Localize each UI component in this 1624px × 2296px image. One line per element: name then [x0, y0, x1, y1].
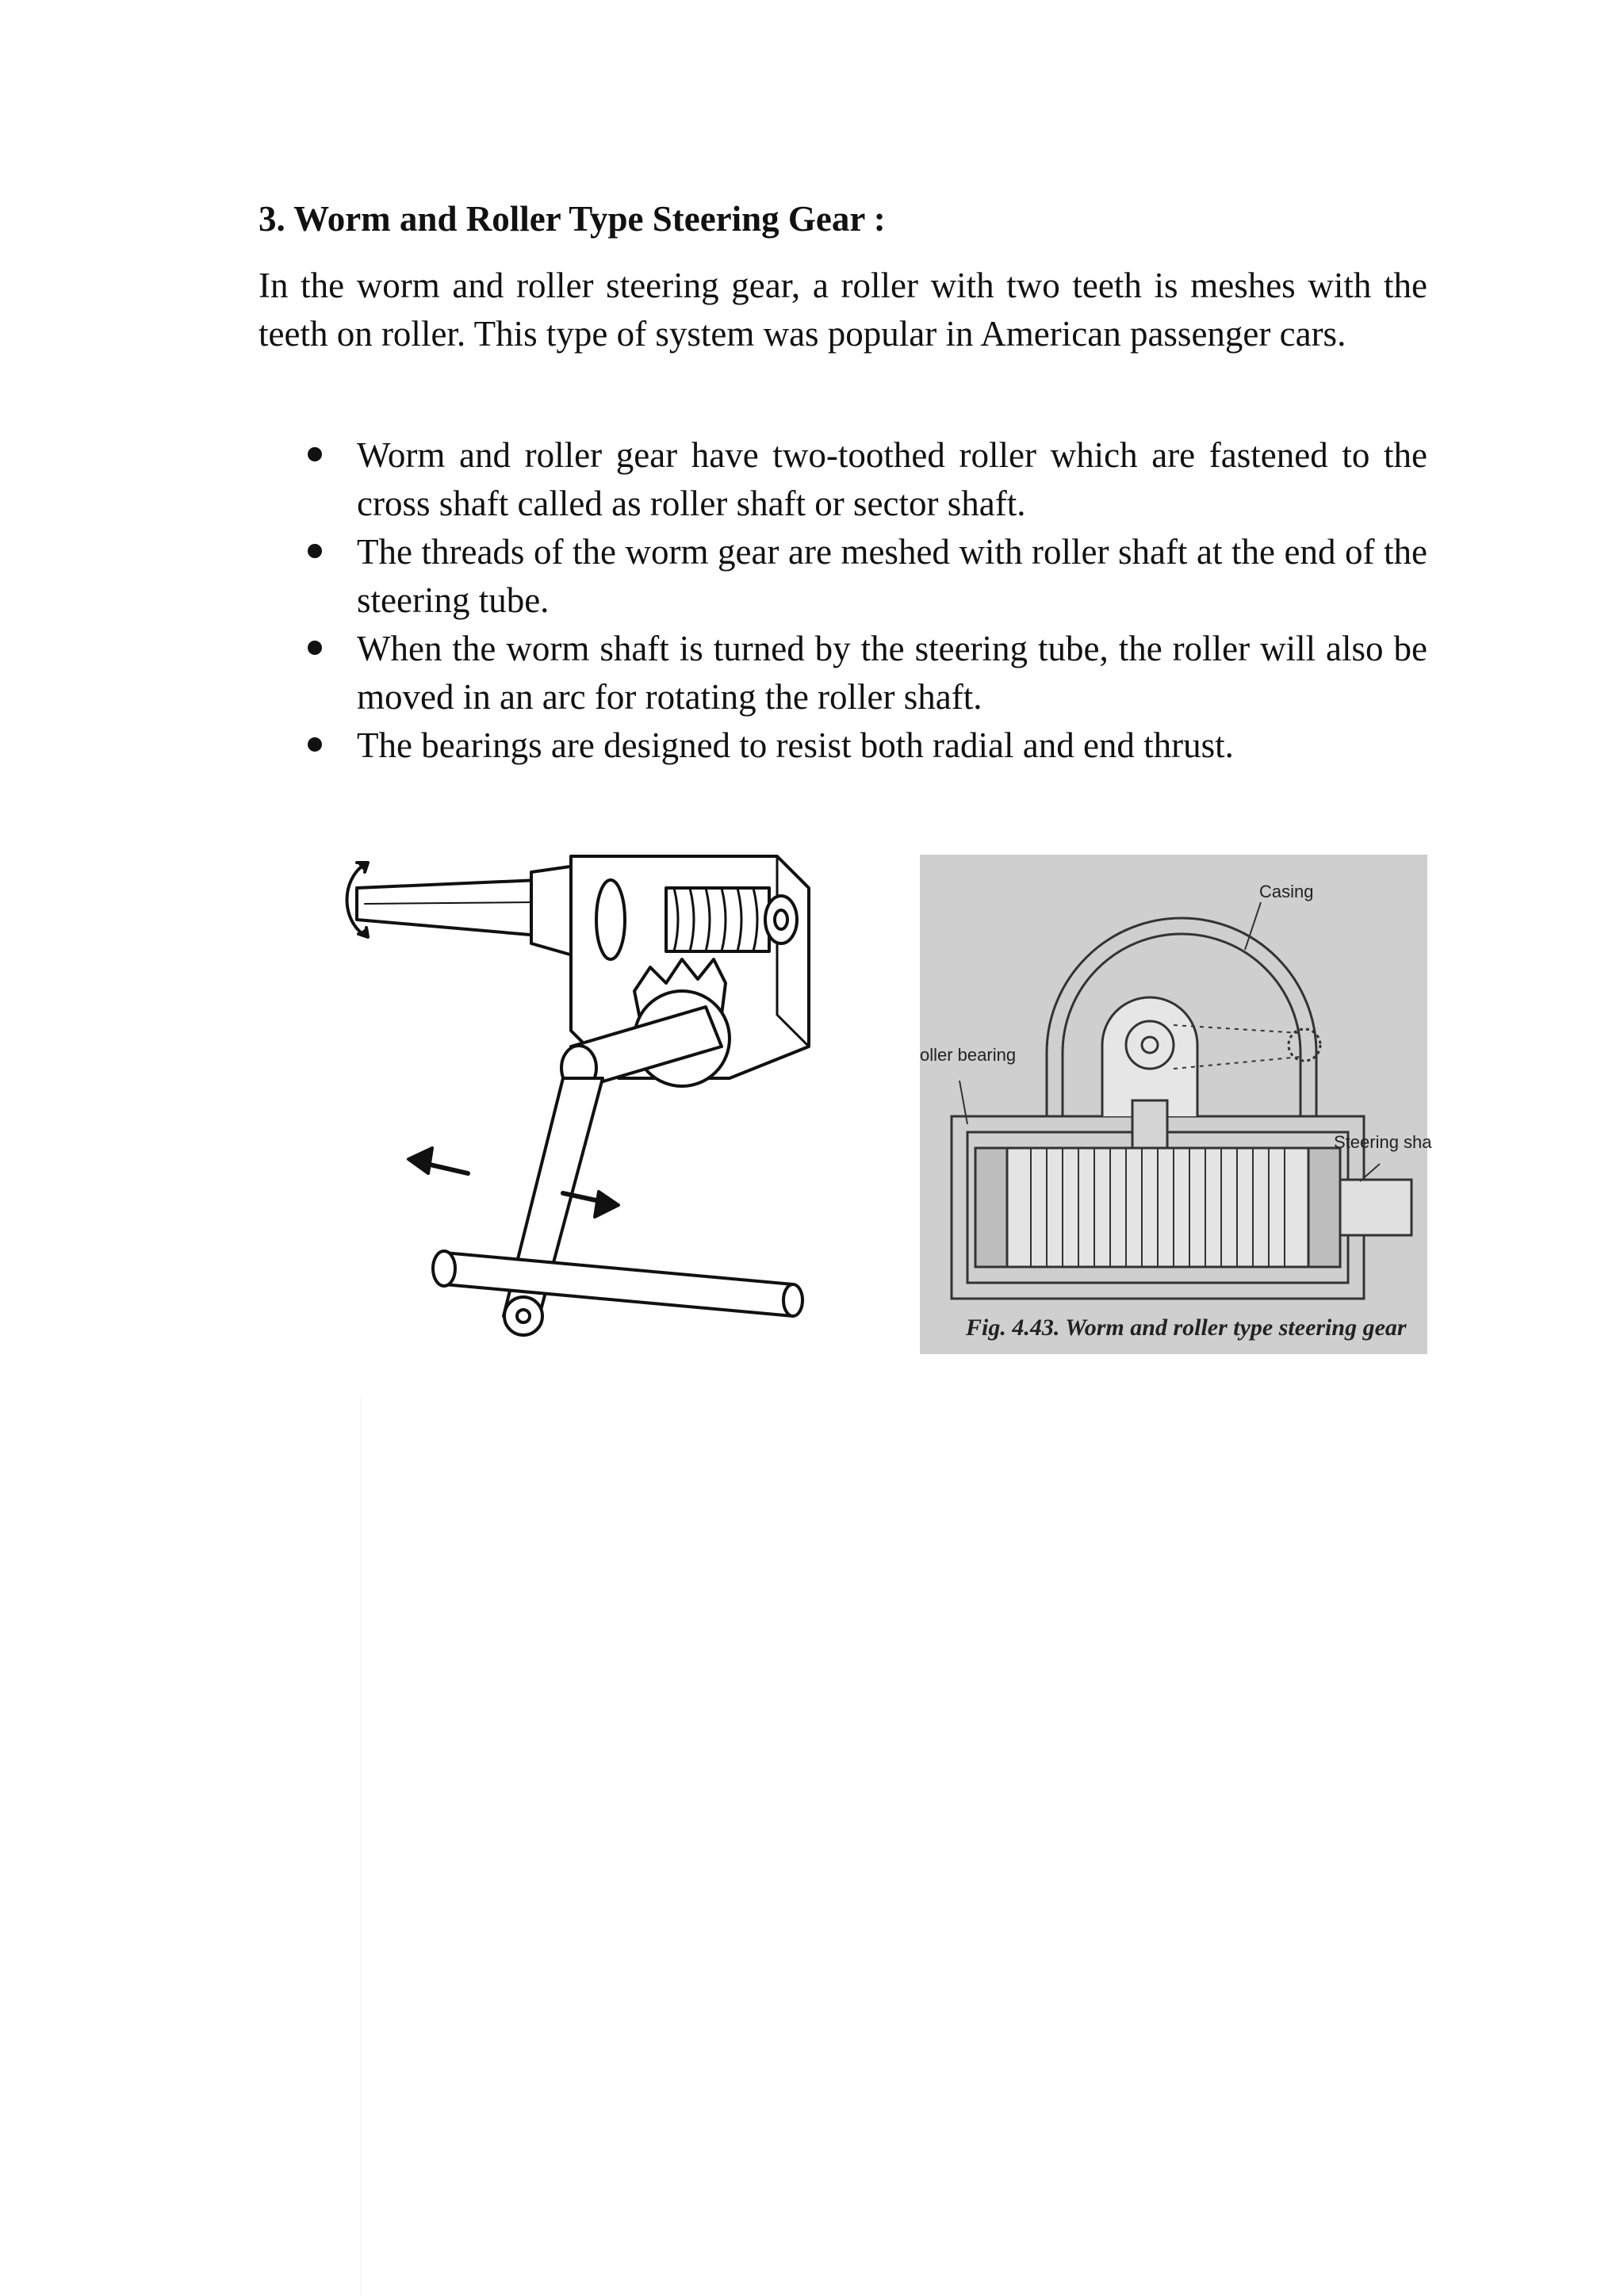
bullet-list [259, 431, 1427, 770]
worm-roller-section-figure [920, 855, 1432, 1354]
label-casing: Casing [1259, 882, 1314, 901]
figure-caption: Fig. 4.43. Worm and roller type steering gear [966, 1314, 1407, 1341]
bullet-item: The bearings are designed to resist both radial and end thrust. [259, 721, 1427, 770]
bullet-item: When the worm shaft is turned by the steering tube, the roller will also be moved in an arc for rotating the roller shaft. [259, 625, 1427, 721]
bullet-dot-icon [308, 544, 322, 558]
label-steering-shaft: Steering sha [1334, 1132, 1432, 1152]
page-edge-line [360, 1395, 361, 2296]
label-roller-bearing: oller bearing [920, 1045, 1017, 1065]
bullet-dot-icon [308, 641, 322, 655]
bullet-item: Worm and roller gear have two-toothed roller which are fastened to the cross shaft called as roller shaft or sector shaft. [259, 431, 1427, 528]
intro-paragraph: In the worm and roller steering gear, a roller with two teeth is meshes with the teeth on roller. This type of system was popular in American passenger cars. [259, 266, 1427, 354]
bullet-item: The threads of the worm gear are meshed with roller shaft at the end of the steering tube. [259, 528, 1427, 625]
bullet-dot-icon [308, 447, 322, 461]
bullet-dot-icon [308, 737, 322, 752]
section-heading: 3. Worm and Roller Type Steering Gear : [259, 199, 886, 239]
worm-roller-gear-illustration [333, 840, 825, 1364]
cross-section-drawing [920, 855, 1427, 1354]
